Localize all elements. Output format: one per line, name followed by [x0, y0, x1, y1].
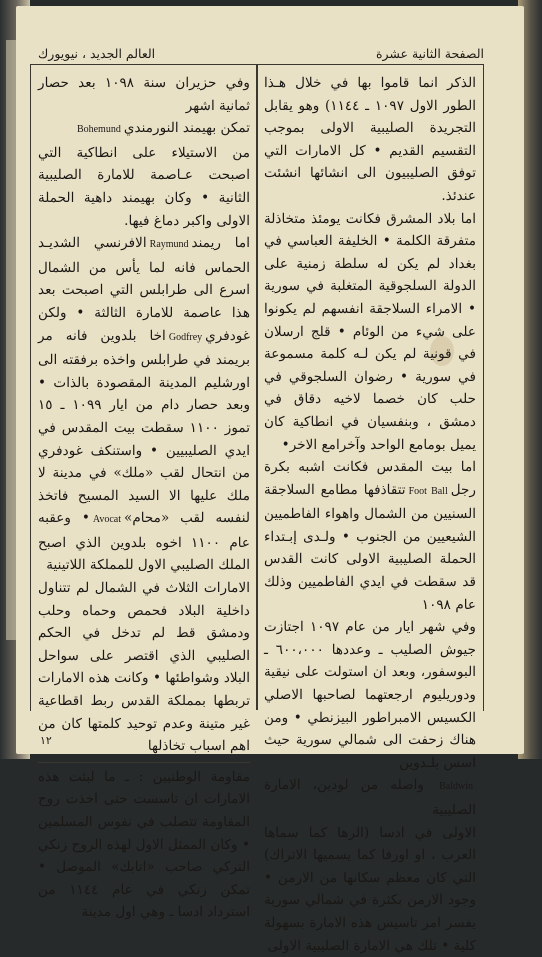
paragraph [264, 456, 476, 616]
page-header-right: الصفحة الثانية عشرة [375, 46, 484, 61]
text-fragment: اما بيت المقدس فكانت اشبه بكرة رجل [264, 459, 476, 498]
paragraph: وفي شهر ايار من عام ١٠٩٧ اجتازت جيوش الصليب ـ وعددها ٦٠٠،٠٠٠ ـ البوسفور، وبعد ان استولت على نيقية ودوريليوم ارجعتهما لصاحبها الاصلي الكسيس الامبراطور البيزنطي • ومن هناك زحفت الى شمالي سورية حيث اسس بلـدوين [264, 619, 476, 771]
text-fragment: الافرنسي الشديـد الحماس فانه لما يأس من الشمال اسرع الى طرابلس التي اصبحت بعد هذا عاصمة للامارة الثالثة • ولكن غودفري [38, 235, 250, 344]
latin-term: Raymund [149, 239, 189, 251]
text-fragment: تتقاذفها مطامع السلاجقة السنيين من الشمال واهواء الفاطميين الشيعيين من الجنوب • ولـدى إبـتداء الحملة الصليبية الاولى كانت القدس قد سقطت في ايدي الفاطميين وذلك عام ١٠٩٨ [264, 481, 476, 613]
latin-term: Godfrey [168, 331, 203, 343]
paragraph: الذكر انما قاموا بها في خلال هـذا الطور الاول ١٠٩٧ ـ ١١٤٤) وهو يقابل التجريدة الصليبية الاولى بموجب التقسيم القديم • كل الامارات التي توفق الصليبيون الى انشائها انشئت عندئذ. [264, 75, 476, 204]
paragraph: اما بلاد المشرق فكانت يومئذ متخاذلة متفرقة الكلمة • الخليفة العباسي في بغداد لم يكن له سلطة زمنية على الدولة السلجوقية المتغلبة في سورية • الامراء السلاجقة انفسهم لم يكونوا على شيء من الوئام • قلج ارسلان في قونية لم يكن لـه كلمة مسموعة في سورية • رضوان السلجوقي في حلب كان خصما لاخيه دقاق في دمشق ، وبنفسيان في انطاكية كان يميل بومامع الواحد وآخرامع الاخر• [264, 210, 476, 453]
text-fragment: اخا بلدوين فانه مر بريمند في طرابلس واخذه برفقته الى اورشليم المدينة المقصودة بالذات • وبعد حصار دام من ايار ١٠٩٩ ـ ١٥ تموز ١١٠٠ سقطت بيت المقدس في ايدي الصليبيين • واستنكف غودفري من انتحال لقب «ملك» في مدينة لا ملك عليها الا السيد المسيح فاتخذ لنفسه لقب «محام» [38, 327, 251, 527]
magazine-page [16, 6, 524, 954]
column-divider [256, 64, 258, 710]
latin-term: Foot Ball [408, 485, 448, 497]
text-fragment: • وعقبه عام ١١٠٠ اخوه بلدوين الذي اصبح الملك الصليبي الاول للمملكة اللاتينية [38, 510, 250, 574]
text-fragment: تمكن بهيمند النورمندي [123, 120, 250, 137]
right-column [264, 72, 476, 957]
text-fragment: واصله من لودين، الامارة الصليبية [264, 777, 476, 818]
section-rule [38, 762, 250, 763]
paragraph: من الاستيلاء على انطاكية التي اصبحت عـاصمة للامارة الصليبية الثانية • وكان بهيمند داهية الحملة الاولى واكبر دماغ فيها. [38, 144, 250, 229]
previous-page-edge [6, 40, 16, 640]
latin-term: Avocat [92, 514, 122, 526]
paragraph [38, 117, 250, 142]
paragraph: الامارات الثلاث في الشمال لم تتناول داخلية البلاد فحمص وحماه وحلب ودمشق قط لم تدخل في الحكم الصليبي الذي اقتصر على سواحل البلاد وشواطئها • وكانت هذه الامارات تربطها بمملكة القدس ربط اقطاعية غير متينة وعدم توحيد كلمتها كان من اهم اسباب تخاذلها [38, 580, 250, 755]
text-fragment: ـ ما لبثت هذه الامارات ان تاسست حتى اخذت روح المقاومة تتصلب في نفوس المسلمين • وكان الممثل الاول لهذه الروح زنكي التركي صاحب «اتابك» الموصل • تمكن زنكي في عام ١١٤٤ من استرداد ادسا ـ وهي اول مدينة [38, 768, 251, 921]
text-fragment: اما ريمند [191, 235, 250, 252]
page-number: ١٢ [40, 734, 52, 747]
paragraph [264, 774, 476, 821]
left-column [38, 72, 250, 924]
paragraph: وفي حزيران سنة ١٠٩٨ بعد حصار ثمانية اشهر [38, 75, 250, 114]
latin-term: Bohemund [76, 124, 121, 136]
paragraph [38, 232, 250, 577]
section-heading: مقاومة الوطنيين : [138, 768, 250, 785]
page-header-left: العالم الجديد ، نيويورك [38, 46, 156, 61]
paragraph [38, 766, 250, 924]
latin-term: Baldwin [439, 781, 473, 793]
paragraph: الاولى في ادسا (الرها كما سماها العرب ، او اورفا كما يسميها الاتراك) التي كان معظم سكانها من الارمن • وجود الارمن بكثرة في شمالي سورية يفسر امر تاسيس هذه الامارة بسهولة كلية • تلك هي الامارة الصليبية الاولى [264, 824, 476, 954]
